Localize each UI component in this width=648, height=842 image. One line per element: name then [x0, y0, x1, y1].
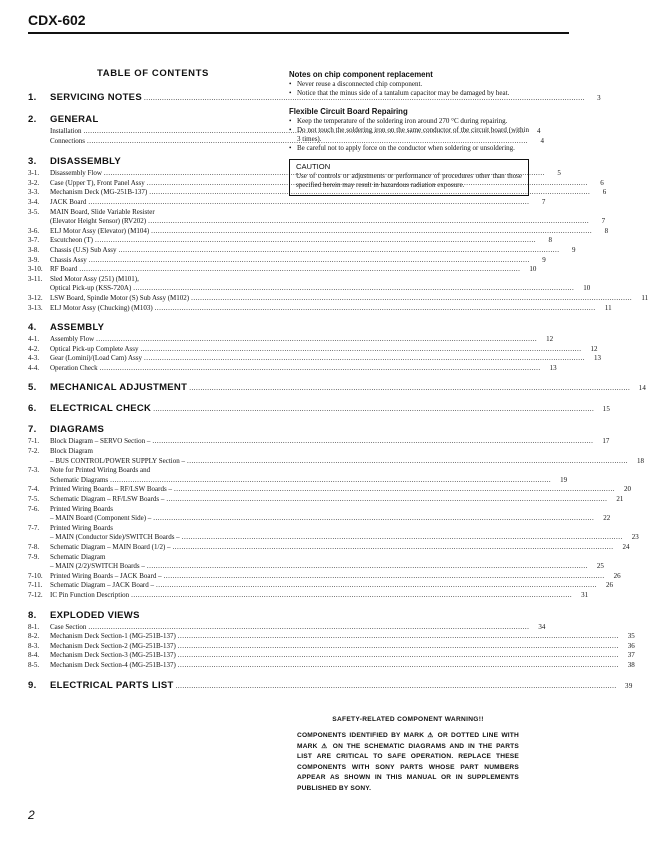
toc-item[interactable] — [28, 303, 612, 314]
toc-item-body — [50, 476, 567, 486]
toc-item-body — [50, 457, 644, 467]
toc-item[interactable] — [28, 533, 639, 543]
toc-page-number: 12 — [546, 335, 554, 344]
toc-leader-dots — [178, 651, 619, 661]
flex-note-bullet — [289, 144, 529, 153]
toc-item[interactable] — [28, 543, 630, 553]
bullet-mark: • — [289, 117, 292, 125]
toc-item-body — [50, 591, 588, 601]
chip-note-bullet — [289, 89, 529, 98]
toc-page-number: 6 — [600, 178, 604, 187]
toc-item-title: Gear (Lomini)/(Load Cam) Assy — [50, 354, 142, 363]
toc-item-number: 7-5. — [28, 495, 40, 504]
toc-section-heading[interactable] — [28, 114, 268, 126]
toc-item-number: 3-5. — [28, 207, 40, 216]
toc-page-number: 10 — [529, 265, 537, 274]
toc-item[interactable] — [28, 265, 537, 275]
toc-item-title: Disassembly Flow — [50, 169, 102, 178]
toc-item-number: 4-3. — [28, 354, 40, 363]
chip-note-text: Never reuse a disconnected chip component. — [297, 80, 423, 88]
toc-leader-dots — [96, 335, 537, 345]
toc-item-body — [50, 623, 545, 633]
toc-section-title: DIAGRAMS — [50, 424, 105, 436]
toc-item-title: Schematic Diagram – RF/LSW Boards – — [50, 495, 165, 504]
bullet-mark: • — [289, 89, 292, 97]
toc-item-body — [50, 661, 635, 671]
toc-item-title: Sled Motor Assy (251) (M101), — [50, 274, 139, 283]
toc-item-number: 7-3. — [28, 466, 40, 475]
toc-section-number: 6. — [28, 403, 37, 415]
toc-item[interactable] — [28, 136, 544, 147]
toc-item-title: Mechanism Deck Section-2 (MG-251B-137) — [50, 641, 176, 650]
toc-item-number: 7-2. — [28, 447, 40, 456]
service-notes — [289, 70, 529, 196]
toc-section-heading[interactable] — [28, 424, 268, 436]
toc-item-number: 4-4. — [28, 363, 40, 372]
toc-item-number: 8-2. — [28, 632, 40, 641]
toc-item-number: 3-6. — [28, 226, 40, 235]
toc-page-number: 8 — [548, 236, 552, 245]
toc-page-number: 38 — [627, 660, 635, 669]
toc-page-number: 35 — [627, 632, 635, 641]
toc-item-number: 8-4. — [28, 651, 40, 660]
toc-item-body — [50, 447, 268, 457]
toc-title: TABLE OF CONTENTS — [97, 68, 209, 79]
toc-item-body — [50, 533, 639, 543]
toc-section — [28, 679, 633, 692]
toc-item-title: ELJ Motor Assy (Chucking) (M103) — [50, 303, 153, 312]
toc-section-heading[interactable] — [28, 156, 268, 168]
toc-leader-dots — [176, 682, 617, 690]
toc-leader-dots — [152, 437, 593, 447]
toc-section-heading[interactable] — [28, 610, 268, 622]
flex-notes-title: Flexible Circuit Board Repairing — [289, 107, 408, 116]
toc-item[interactable] — [28, 485, 631, 495]
toc-leader-dots — [95, 236, 536, 246]
toc-item-title: Printed Wiring Boards – JACK Board – — [50, 571, 162, 580]
toc-item-title: Connections — [50, 136, 85, 145]
toc-item-title: Printed Wiring Boards – RF/LSW Boards – — [50, 485, 172, 494]
safety-warning-title: SAFETY-RELATED COMPONENT WARNING!! — [332, 716, 484, 723]
toc-leader-dots — [156, 581, 597, 591]
toc-item[interactable] — [28, 456, 644, 467]
toc-section-heading[interactable] — [28, 403, 611, 415]
toc-item-number: 3-7. — [28, 236, 40, 245]
toc-page-number: 9 — [542, 255, 546, 264]
toc-item-number: 4-2. — [28, 344, 40, 353]
toc-page-number: 22 — [603, 514, 611, 523]
toc-leader-dots — [79, 265, 520, 275]
toc-item[interactable] — [28, 581, 614, 591]
toc-item-body — [50, 632, 635, 642]
toc-item-number: 7-4. — [28, 485, 40, 494]
toc-leader-dots — [174, 485, 615, 495]
toc-item-body — [50, 505, 268, 515]
chip-notes-title: Notes on chip component replacement — [289, 70, 433, 79]
toc-page-number: 24 — [622, 543, 630, 551]
toc-section-title: ASSEMBLY — [50, 322, 105, 334]
toc-item[interactable] — [28, 217, 606, 227]
chip-note-bullet — [289, 80, 529, 89]
flex-note-text: Do not touch the soldering iron on the same conductor of the circuit board (within 3 times). — [297, 126, 529, 143]
toc-item-title: Schematic Diagram – JACK Board – — [50, 581, 155, 590]
toc-item-title: – MAIN Board (Component Side) – — [50, 514, 152, 523]
toc-item[interactable] — [28, 188, 607, 198]
toc-item-title: Block Diagram — [50, 447, 93, 456]
toc-page-number: 9 — [572, 245, 576, 254]
bullet-mark: • — [289, 144, 292, 152]
toc-item-title: Mechanism Deck (MG-251B-137) — [50, 188, 148, 197]
toc-item-number: 7-6. — [28, 504, 40, 513]
toc-page-number: 8 — [604, 226, 609, 235]
toc-item-body — [50, 304, 612, 314]
toc-item[interactable] — [28, 284, 591, 294]
toc-section — [28, 382, 647, 394]
toc-item-number: 7-10. — [28, 571, 43, 580]
toc-item-body — [50, 208, 268, 218]
toc-item[interactable] — [28, 495, 624, 505]
toc-page-number: 14 — [638, 384, 647, 393]
toc-item-title: Escutcheon (T) — [50, 236, 93, 245]
toc-leader-dots — [178, 661, 619, 671]
toc-item-number: 7-9. — [28, 552, 40, 561]
toc-item-title: Schematic Diagram – MAIN Board (1/2) – — [50, 543, 171, 551]
toc-page-number: 13 — [549, 363, 557, 372]
toc-leader-dots — [88, 623, 529, 633]
toc-item[interactable] — [28, 562, 604, 572]
toc-page-number: 11 — [641, 293, 648, 302]
toc-page-number: 26 — [606, 581, 614, 590]
toc-item-title: Installation — [50, 127, 82, 135]
toc-page-number: 6 — [602, 188, 607, 197]
toc-item-body — [50, 581, 613, 591]
toc-item-number: 7-11. — [28, 581, 43, 590]
toc-leader-dots — [173, 543, 614, 553]
toc-item-title: – BUS CONTROL/POWER SUPPLY Section – — [50, 456, 185, 465]
toc-section-title: DISASSEMBLY — [50, 156, 122, 168]
toc-item[interactable] — [28, 335, 554, 345]
flex-note-bullet — [289, 126, 529, 144]
toc-item[interactable] — [28, 245, 576, 256]
toc-items — [28, 335, 601, 373]
toc-item-title: – MAIN (2/2)/SWITCH Boards – — [50, 562, 145, 571]
toc-item[interactable] — [28, 236, 552, 246]
toc-page-number: 20 — [623, 485, 631, 494]
toc-item-number: 8-5. — [28, 660, 40, 669]
toc-section-title: MECHANICAL ADJUSTMENT — [50, 382, 188, 394]
toc-item-title: JACK Board — [50, 197, 87, 206]
page-number: 2 — [28, 808, 35, 822]
toc-page-number: 7 — [601, 217, 606, 226]
toc-page-number: 23 — [631, 533, 639, 542]
toc-item-number: 3-9. — [28, 255, 40, 264]
toc-item-title: LSW Board, Spindle Motor (S) Sub Assy (M102) — [50, 293, 190, 302]
toc-item[interactable] — [28, 651, 635, 661]
toc-item-body — [50, 514, 610, 524]
toc-item-body — [50, 651, 635, 661]
toc-item-number: 7-7. — [28, 523, 40, 532]
toc-item[interactable] — [28, 208, 268, 218]
toc-item-number: 3-2. — [28, 178, 40, 187]
toc-leader-dots — [153, 514, 594, 524]
toc-item-body — [50, 562, 604, 572]
toc-item-number: 3-8. — [28, 245, 40, 254]
toc-item-body — [50, 294, 648, 304]
toc-item-number: 7-8. — [28, 543, 40, 551]
toc-item-body — [50, 284, 590, 294]
chip-replacement-notes — [289, 70, 529, 98]
toc-leader-dots — [144, 354, 585, 364]
toc-item-body — [50, 364, 557, 374]
toc-item-title: Case Section — [50, 622, 87, 631]
toc-item-body — [50, 236, 552, 246]
toc-section-title: SERVICING NOTES — [50, 92, 142, 103]
toc-leader-dots — [187, 457, 628, 467]
toc-item-number: 4-1. — [28, 335, 40, 344]
toc-item[interactable] — [28, 505, 268, 515]
toc-leader-dots — [166, 495, 607, 505]
toc-page-number: 7 — [541, 197, 546, 206]
caution-title: CAUTION — [296, 162, 331, 171]
toc-item-number: 3-11. — [28, 274, 43, 283]
toc-leader-dots — [89, 256, 530, 266]
toc-item[interactable] — [28, 466, 268, 476]
toc-section-number: 4. — [28, 322, 37, 334]
bullet-mark: • — [289, 126, 292, 134]
toc-item-body — [50, 246, 576, 256]
toc-item-title: Schematic Diagram — [50, 552, 106, 561]
toc-item-number: 3-3. — [28, 188, 40, 197]
toc-item-body — [50, 485, 631, 495]
toc-item[interactable] — [28, 553, 268, 563]
toc-item-title: IC Pin Function Description — [50, 590, 130, 599]
toc-item-number: 3-13. — [28, 303, 43, 312]
bullet-mark: • — [289, 80, 292, 88]
toc-item[interactable] — [28, 590, 589, 601]
toc-item-body — [50, 437, 609, 447]
toc-item-body — [50, 543, 630, 553]
toc-section-title: ELECTRICAL PARTS LIST — [50, 679, 174, 691]
safety-warning — [297, 716, 519, 794]
toc-section-number: 3. — [28, 156, 37, 168]
toc-item[interactable] — [28, 437, 610, 447]
flex-board-notes — [289, 107, 529, 153]
toc-section — [28, 403, 611, 415]
flex-note-bullet — [289, 117, 529, 126]
toc-item[interactable] — [28, 622, 546, 633]
toc-item-number: 3-12. — [28, 293, 43, 302]
toc-item[interactable] — [28, 293, 648, 304]
toc-section-title: GENERAL — [50, 114, 99, 125]
toc-leader-dots — [140, 345, 581, 355]
toc-item-body — [50, 198, 545, 208]
caution-text: Use of controls or adjustments or performance of procedures other than those specified herein may result in hazardous radiation exposure. — [296, 172, 522, 189]
toc-item[interactable] — [28, 344, 598, 355]
toc-leader-dots — [191, 294, 632, 304]
toc-section-number: 8. — [28, 609, 37, 621]
toc-items — [28, 437, 644, 600]
toc-page-number: 21 — [616, 495, 624, 504]
toc-item-number: 7-1. — [28, 437, 40, 446]
toc-item-title: RF Board — [50, 265, 78, 274]
toc-item-body — [50, 642, 635, 652]
toc-page-number: 19 — [560, 475, 568, 484]
toc-items — [28, 622, 635, 671]
header-rule — [28, 32, 569, 34]
toc-item-title: Mechanism Deck Section-1 (MG-251B-137) — [50, 632, 176, 641]
toc-leader-dots — [151, 227, 592, 237]
toc-page-number: 18 — [636, 456, 644, 465]
toc-leader-dots — [88, 198, 529, 208]
toc-item-body — [50, 265, 536, 275]
toc-page-number: 4 — [537, 127, 541, 135]
toc-leader-dots — [155, 304, 596, 314]
toc-leader-dots — [100, 364, 541, 374]
toc-page-number: 36 — [627, 641, 635, 650]
toc-item-title: MAIN Board, Slide Variable Resister — [50, 207, 155, 216]
toc-leader-dots — [110, 476, 551, 486]
toc-leader-dots — [164, 572, 605, 582]
toc-item-title: Assembly Flow — [50, 335, 95, 344]
chip-note-text: Notice that the minus side of a tantalum capacitor may be damaged by heat. — [297, 89, 510, 97]
toc-item[interactable] — [28, 660, 635, 671]
toc-leader-dots — [133, 284, 574, 294]
toc-item[interactable] — [28, 255, 546, 266]
toc-item[interactable] — [28, 475, 568, 486]
toc-leader-dots — [147, 562, 588, 572]
toc-item-title: Mechanism Deck Section-4 (MG-251B-137) — [50, 660, 176, 669]
toc-section — [28, 609, 635, 671]
toc-section-number: 9. — [28, 679, 37, 691]
toc-page-number: 25 — [596, 562, 604, 571]
toc-item-body — [50, 227, 608, 237]
toc-section-number: 1. — [28, 92, 37, 103]
toc-item[interactable] — [28, 275, 268, 285]
toc-item-number: 8-3. — [28, 641, 40, 650]
toc-leader-dots — [119, 246, 560, 256]
toc-section-heading[interactable] — [28, 322, 268, 334]
toc-section-number: 2. — [28, 114, 37, 125]
toc-section-number: 7. — [28, 424, 37, 436]
toc-item[interactable] — [28, 363, 557, 374]
toc-section-heading[interactable] — [28, 679, 633, 692]
toc-item-title: (Elevator Height Sensor) (RV202) — [50, 217, 147, 226]
toc-item-body — [50, 495, 623, 505]
toc-leader-dots — [131, 591, 572, 601]
toc-item-body — [50, 217, 605, 227]
toc-item[interactable] — [28, 632, 635, 642]
toc-item-title: Operation Check — [50, 363, 98, 372]
toc-item[interactable] — [28, 641, 635, 652]
toc-item-title: Chassis Assy — [50, 255, 87, 264]
toc-page-number: 17 — [602, 437, 610, 446]
flex-note-text: Be careful not to apply force on the conductor when soldering or unsoldering. — [297, 144, 515, 152]
toc-item-title: Printed Wiring Boards — [50, 523, 113, 532]
toc-item[interactable] — [28, 447, 268, 457]
toc-item[interactable] — [28, 197, 546, 208]
model-name: CDX-602 — [28, 12, 86, 28]
flex-note-text: Keep the temperature of the soldering iron around 270 °C during repairing. — [297, 117, 508, 125]
toc-page-number: 11 — [604, 303, 612, 312]
toc-leader-dots — [189, 384, 630, 392]
toc-item-body — [50, 466, 268, 476]
toc-leader-dots — [148, 217, 589, 227]
toc-section-number: 5. — [28, 382, 37, 394]
toc-page-number: 12 — [590, 344, 598, 353]
toc-item[interactable] — [28, 524, 268, 534]
toc-page-number: 15 — [602, 405, 611, 414]
toc-page-number: 39 — [625, 681, 633, 690]
caution-box — [289, 159, 529, 196]
toc-item-body — [50, 335, 553, 345]
toc-item[interactable] — [28, 571, 621, 582]
toc-item-body — [50, 572, 621, 582]
toc-item-body — [50, 345, 597, 355]
toc-section-title: EXPLODED VIEWS — [50, 609, 140, 621]
toc-item-number: 3-4. — [28, 197, 40, 206]
toc-item-title: ELJ Motor Assy (Elevator) (M104) — [50, 226, 150, 235]
toc-page-number: 31 — [581, 590, 589, 599]
toc-section-heading[interactable] — [28, 382, 647, 394]
toc-page-number: 34 — [538, 622, 546, 631]
toc-item-title: Note for Printed Wiring Boards and — [50, 466, 151, 475]
safety-warning-text: COMPONENTS IDENTIFIED BY MARK ⚠ OR DOTTED LINE WITH MARK ⚠ ON THE SCHEMATIC DIAGRAMS AND IN THE PARTS LIST ARE CRITICAL TO SAFE OPERATION. REPLACE THESE COMPONENTS WITH SONY PARTS WHOSE PART NUMBERS APPEAR AS SHOWN IN THIS MANUAL OR IN SUPPLEMENTS PUBLISHED BY SONY. — [297, 732, 519, 792]
toc-item-title: Case (Upper T), Front Panel Assy — [50, 178, 145, 187]
toc-item[interactable] — [28, 169, 561, 179]
toc-page-number: 37 — [627, 651, 635, 660]
toc-section — [28, 322, 601, 373]
toc-item-number: 7-12. — [28, 590, 43, 599]
toc-item-title: – MAIN (Conductor Side)/SWITCH Boards – — [50, 533, 180, 542]
toc-item-body — [50, 354, 601, 364]
toc-page-number: 26 — [613, 571, 621, 580]
toc-leader-dots — [178, 642, 619, 652]
toc-page-number: 10 — [583, 284, 591, 293]
toc-item-title: Optical Pick-up (KSS-720A) — [50, 284, 132, 293]
toc-item-body — [50, 275, 268, 285]
toc-item-title: Block Diagram – SERVO Section – — [50, 437, 151, 446]
toc-item-title: Schematic Diagrams — [50, 475, 109, 484]
toc-item-body — [50, 256, 546, 266]
toc-page-number: 13 — [593, 354, 601, 363]
toc-leader-dots — [182, 533, 623, 543]
toc-item-title: Optical Pick-up Complete Assy — [50, 344, 139, 353]
toc-leader-dots — [153, 405, 594, 413]
toc-item[interactable] — [28, 354, 601, 364]
toc-page-number: 4 — [540, 136, 544, 145]
toc-page-number: 5 — [557, 169, 561, 178]
toc-section-title: ELECTRICAL CHECK — [50, 403, 152, 415]
toc-item-body — [50, 524, 268, 534]
toc-item-body — [50, 553, 268, 563]
toc-leader-dots — [178, 632, 619, 642]
toc-item-number: 3-10. — [28, 265, 43, 274]
toc-item[interactable] — [28, 226, 609, 237]
toc-item-number: 8-1. — [28, 622, 40, 631]
toc-item-title: Printed Wiring Boards — [50, 504, 113, 513]
toc-item-title: Chassis (U.S) Sub Assy — [50, 245, 117, 254]
toc-item[interactable] — [28, 514, 611, 524]
toc-item-number: 3-1. — [28, 169, 40, 178]
toc-item-title: Mechanism Deck Section-3 (MG-251B-137) — [50, 651, 176, 660]
toc-section — [28, 424, 644, 600]
toc-page-number: 3 — [597, 94, 601, 102]
